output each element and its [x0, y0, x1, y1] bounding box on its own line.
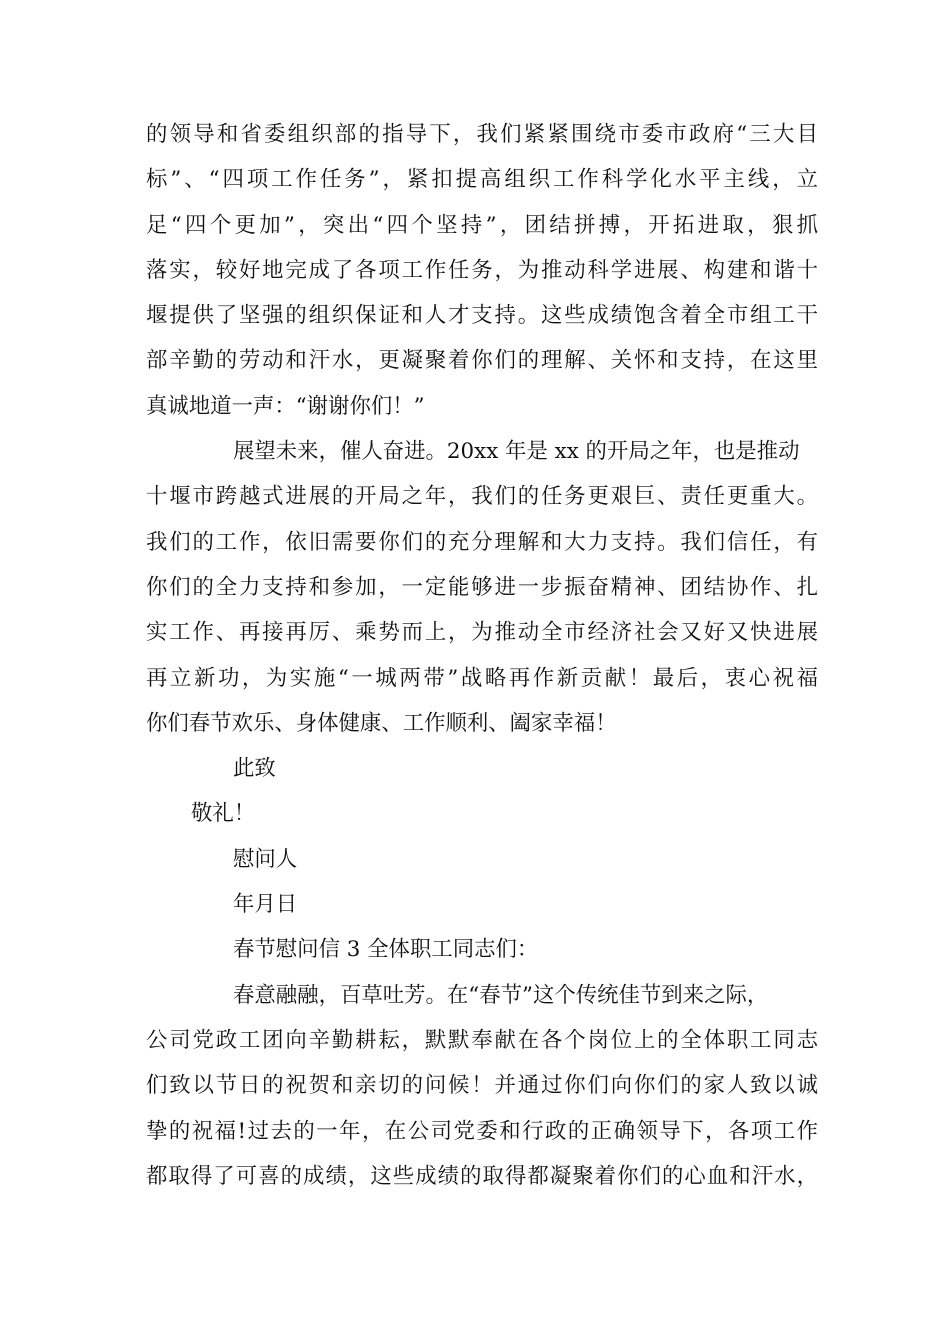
salutation-line: 敬礼！ — [191, 801, 256, 827]
text-line: 落实，较好地完成了各项工作任务，为推动科学进展、构建和谐十 — [146, 257, 818, 283]
text-line: 都取得了可喜的成绩，这些成绩的取得都凝聚着你们的心血和汗水， — [146, 1163, 818, 1189]
text-line: 你们春节欢乐、身体健康、工作顺利、阖家幸福！ — [146, 710, 617, 736]
text-line: 挚的祝福!过去的一年，在公司党委和行政的正确领导下，各项工作 — [146, 1118, 818, 1144]
date-line: 年月日 — [233, 892, 298, 918]
paragraph-start-line: 展望未来，催人奋进。20xx 年是 xx 的开局之年，也是推动 — [233, 439, 800, 465]
text-line: 实工作、再接再厉、乘势而上，为推动全市经济社会又好又快进展 — [146, 620, 818, 646]
heading-line: 春节慰问信 3 全体职工同志们： — [233, 937, 539, 963]
text-line: 足“四个更加”，突出“四个坚持”，团结拼搏，开拓进取，狠抓 — [146, 212, 818, 238]
text-line: 的领导和省委组织部的指导下，我们紧紧围绕市委市政府“三大目 — [146, 122, 818, 147]
text-line: 部辛勤的劳动和汗水，更凝聚着你们的理解、关怀和支持，在这里 — [146, 348, 818, 374]
closing-line: 此致 — [233, 756, 276, 782]
text-line: 十堰市跨越式进展的开局之年，我们的任务更艰巨、责任更重大。 — [146, 484, 818, 510]
text-line: 标”、“四项工作任务”，紧扣提高组织工作科学化水平主线，立 — [146, 167, 818, 193]
document-body — [146, 112, 818, 1199]
text-line: 们致以节日的祝贺和亲切的问候！并通过你们向你们的家人致以诚 — [146, 1073, 818, 1099]
text-line: 堰提供了坚强的组织保证和人才支持。这些成绩饱含着全市组工干 — [146, 303, 818, 329]
text-line: 你们的全力支持和参加，一定能够进一步振奋精神、团结协作、扎 — [146, 574, 818, 600]
signature-line: 慰问人 — [233, 846, 298, 872]
text-line: 再立新功，为实施“一城两带”战略再作新贡献！最后，衷心祝福 — [146, 665, 818, 691]
paragraph-start-line: 春意融融，百草吐芳。在“春节”这个传统佳节到来之际， — [233, 982, 769, 1008]
text-line: 真诚地道一声：“谢谢你们！” — [146, 393, 425, 419]
text-line: 公司党政工团向辛勤耕耘，默默奉献在各个岗位上的全体职工同志 — [146, 1027, 818, 1053]
text-line: 我们的工作，依旧需要你们的充分理解和大力支持。我们信任，有 — [146, 529, 818, 555]
